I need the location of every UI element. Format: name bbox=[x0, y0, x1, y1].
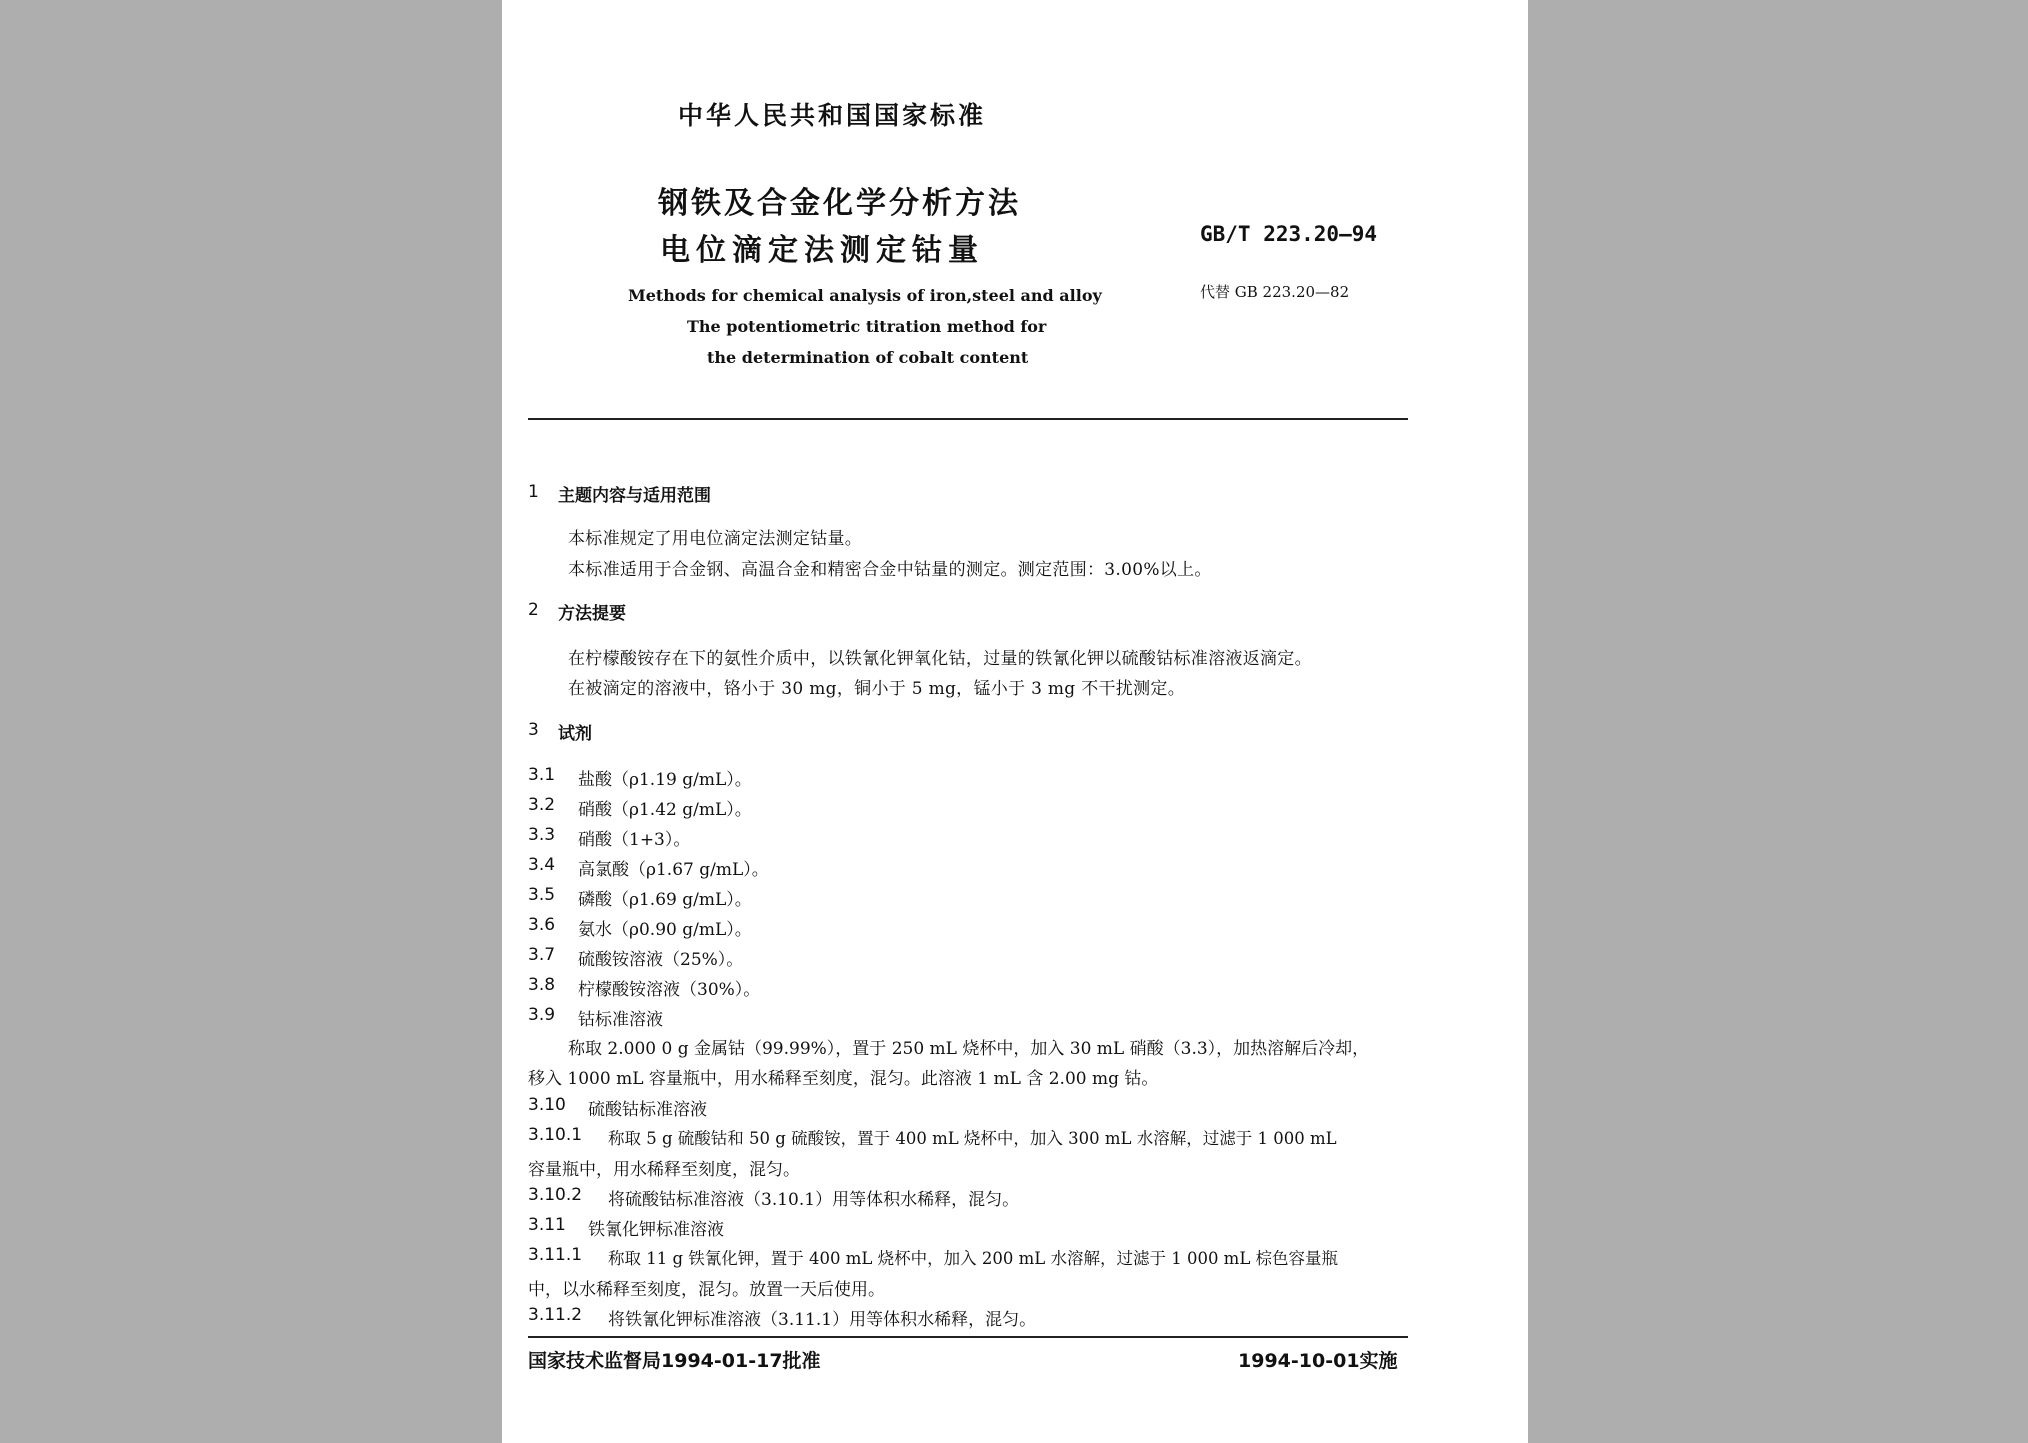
reagent-3-11-2-number: 3.11.2 bbox=[528, 1305, 583, 1325]
reagent-item-text: 氨水（ρ0.90 g/mL）。 bbox=[578, 920, 752, 940]
reagent-item-text: 硝酸（1+3）。 bbox=[578, 830, 691, 850]
reagent-item-number: 3.6 bbox=[528, 915, 556, 935]
reagent-3-10-2-text: 将硫酸钴标准溶液（3.10.1）用等体积水稀释，混匀。 bbox=[608, 1190, 1020, 1210]
reagent-item-text: 磷酸（ρ1.69 g/mL）。 bbox=[578, 890, 752, 910]
effective-date: 1994-10-01实施 bbox=[1238, 1350, 1398, 1372]
section-2-paragraph-2: 在被滴定的溶液中，铬小于 30 mg，铜小于 5 mg，锰小于 3 mg 不干扰测定。 bbox=[568, 679, 1185, 699]
footer-divider bbox=[528, 1336, 1408, 1338]
reagent-3-10-1-number: 3.10.1 bbox=[528, 1125, 583, 1145]
reagent-3-11-1-number: 3.11.1 bbox=[528, 1245, 583, 1265]
replaces-note: 代替 GB 223.20—82 bbox=[1200, 283, 1350, 301]
document-page bbox=[502, 0, 1528, 1443]
english-title-line1: Methods for chemical analysis of iron,steel and alloy bbox=[628, 286, 1102, 305]
reagent-3-11-1-text-line1: 称取 11 g 铁氰化钾，置于 400 mL 烧杯中，加入 200 mL 水溶解，过滤于 1 000 mL 棕色容量瓶 bbox=[608, 1249, 1339, 1268]
reagent-item-number: 3.4 bbox=[528, 855, 556, 875]
section-1-number: 1 bbox=[528, 482, 539, 502]
reagent-item-number: 3.3 bbox=[528, 825, 556, 845]
reagent-item-text: 柠檬酸铵溶液（30%）。 bbox=[578, 980, 761, 1000]
reagent-3-10-text: 硫酸钴标准溶液 bbox=[588, 1100, 707, 1120]
cobalt-standard-para-line1: 称取 2.000 0 g 金属钴（99.99%），置于 250 mL 烧杯中，加入 30 mL 硝酸（3.3），加热溶解后冷却， bbox=[568, 1039, 1370, 1059]
reagent-3-11-2-text: 将铁氰化钾标准溶液（3.11.1）用等体积水稀释，混匀。 bbox=[608, 1310, 1037, 1330]
document-title-line1: 钢铁及合金化学分析方法 bbox=[658, 186, 1021, 221]
reagent-3-10-1-text-line1: 称取 5 g 硫酸钴和 50 g 硫酸铵，置于 400 mL 烧杯中，加入 300 mL 水溶解，过滤于 1 000 mL bbox=[608, 1129, 1337, 1148]
reagent-item-number: 3.1 bbox=[528, 765, 556, 785]
section-1-paragraph-1: 本标准规定了用电位滴定法测定钴量。 bbox=[568, 529, 863, 549]
reagent-3-10-2-number: 3.10.2 bbox=[528, 1185, 583, 1205]
reagent-item-number: 3.8 bbox=[528, 975, 556, 995]
reagent-3-10-1-text-line2: 容量瓶中，用水稀释至刻度，混匀。 bbox=[528, 1160, 800, 1180]
country-standard-label: 中华人民共和国国家标准 bbox=[678, 101, 987, 130]
reagent-3-10-number: 3.10 bbox=[528, 1095, 566, 1115]
english-title-line3: the determination of cobalt content bbox=[707, 348, 1029, 367]
document-title-line2: 电位滴定法测定钴量 bbox=[660, 233, 984, 268]
reagent-item-text: 硝酸（ρ1.42 g/mL）。 bbox=[578, 800, 752, 820]
reagent-item-text: 高氯酸（ρ1.67 g/mL）。 bbox=[578, 860, 769, 880]
section-2-number: 2 bbox=[528, 600, 539, 620]
reagent-item-number: 3.5 bbox=[528, 885, 556, 905]
section-1-paragraph-2: 本标准适用于合金钢、高温合金和精密合金中钴量的测定。测定范围：3.00%以上。 bbox=[568, 560, 1212, 580]
cobalt-standard-para-line2: 移入 1000 mL 容量瓶中，用水稀释至刻度，混匀。此溶液 1 mL 含 2.00 mg 钴。 bbox=[528, 1069, 1159, 1089]
reagent-3-11-text: 铁氰化钾标准溶液 bbox=[588, 1220, 724, 1240]
reagent-3-11-number: 3.11 bbox=[528, 1215, 566, 1235]
section-3-number: 3 bbox=[528, 720, 539, 740]
standard-code: GB/T 223.20—94 bbox=[1200, 222, 1378, 246]
reagent-item-number: 3.2 bbox=[528, 795, 556, 815]
section-3-heading: 试剂 bbox=[558, 724, 592, 744]
reagent-item-text: 盐酸（ρ1.19 g/mL）。 bbox=[578, 770, 752, 790]
section-2-paragraph-1: 在柠檬酸铵存在下的氨性介质中，以铁氰化钾氧化钴，过量的铁氰化钾以硫酸钴标准溶液返滴定。 bbox=[568, 649, 1312, 669]
section-1-heading: 主题内容与适用范围 bbox=[558, 486, 711, 506]
reagent-3-11-1-text-line2: 中，以水稀释至刻度，混匀。放置一天后使用。 bbox=[528, 1280, 885, 1300]
reagent-item-text: 硫酸铵溶液（25%）。 bbox=[578, 950, 744, 970]
section-2-heading: 方法提要 bbox=[558, 604, 626, 624]
reagent-item-number: 3.9 bbox=[528, 1005, 556, 1025]
reagent-item-number: 3.7 bbox=[528, 945, 556, 965]
header-divider bbox=[528, 418, 1408, 420]
reagent-item-text: 钴标准溶液 bbox=[578, 1010, 663, 1030]
approval-date: 国家技术监督局1994-01-17批准 bbox=[528, 1350, 821, 1372]
english-title-line2: The potentiometric titration method for bbox=[687, 317, 1047, 336]
